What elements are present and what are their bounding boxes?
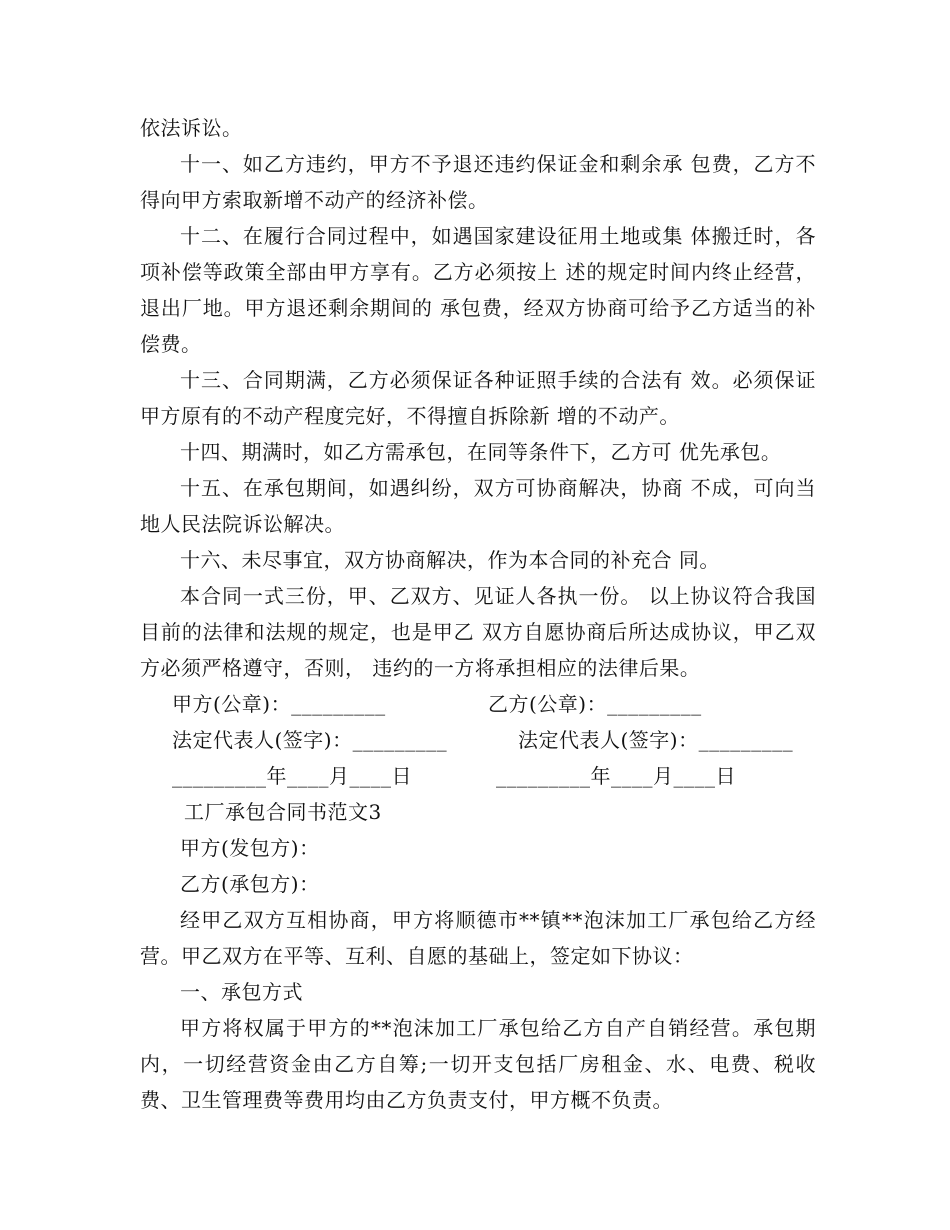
closing-paragraph: 本合同一式三份，甲、乙双方、见证人各执一份。 以上协议符合我国目前的法律和法规的规定，也是甲乙 双方自愿协商后所达成协议，甲乙双方必须严格遵守，否则， 违约的一方将承担相应的法律后果。 — [140, 584, 816, 680]
clause-13: 十三、合同期满，乙方必须保证各种证照手续的合法有 效。必须保证甲方原有的不动产程度完好，不得擅自拆除新 增的不动产。 — [140, 368, 816, 428]
party-a-date-line: _________年____月____日 — [172, 764, 412, 788]
party-a-line: 甲方(发包方)： — [180, 836, 320, 860]
intro-paragraph: 经甲乙双方互相协商，甲方将顺德市**镇**泡沫加工厂承包给乙方经营。甲乙双方在平等、互利、自愿的基础上，签定如下协议： — [140, 908, 816, 968]
party-a-rep-line: 法定代表人(签字)：_________ — [172, 728, 448, 752]
section-heading-1: 一、承包方式 — [180, 980, 303, 1004]
clause-12: 十二、在履行合同过程中，如遇国家建设征用土地或集 体搬迁时，各项补偿等政策全部由甲方享有。乙方必须按上 述的规定时间内终止经营，退出厂地。甲方退还剩余期间的 承包费，经双方协商可给予乙方适当的补偿费。 — [140, 224, 816, 356]
clause-16: 十六、未尽事宜，双方协商解决，作为本合同的补充合 同。 — [180, 548, 720, 572]
clause-15: 十五、在承包期间，如遇纠纷，双方可协商解决，协商 不成，可向当地人民法院诉讼解决。 — [140, 476, 816, 536]
party-b-date-line: _________年____月____日 — [496, 764, 736, 788]
signature-seal-row — [140, 686, 816, 722]
clause-11: 十一、如乙方违约，甲方不予退还违约保证金和剩余承 包费，乙方不得向甲方索取新增不动产的经济补偿。 — [140, 152, 816, 212]
clause-14: 十四、期满时，如乙方需承包，在同等条件下，乙方可 优先承包。 — [180, 440, 782, 464]
party-b-line: 乙方(承包方)： — [180, 872, 320, 896]
contract-body-top — [140, 110, 816, 1118]
signature-rep-row — [140, 722, 816, 758]
signature-date-row — [140, 758, 816, 794]
paragraph-continuation: 依法诉讼。 — [140, 116, 243, 140]
section-1-body: 甲方将权属于甲方的**泡沫加工厂承包给乙方自产自销经营。承包期内，一切经营资金由乙方自筹;一切开支包括厂房租金、水、电费、税收费、卫生管理费等费用均由乙方负责支付，甲方概不负责。 — [140, 1016, 816, 1112]
party-b-seal-line: 乙方(公章)：_________ — [488, 692, 702, 716]
party-b-rep-line: 法定代表人(签字)：_________ — [518, 728, 794, 752]
section-title: 工厂承包合同书范文3 — [184, 800, 382, 824]
party-a-seal-line: 甲方(公章)：_________ — [172, 692, 386, 716]
